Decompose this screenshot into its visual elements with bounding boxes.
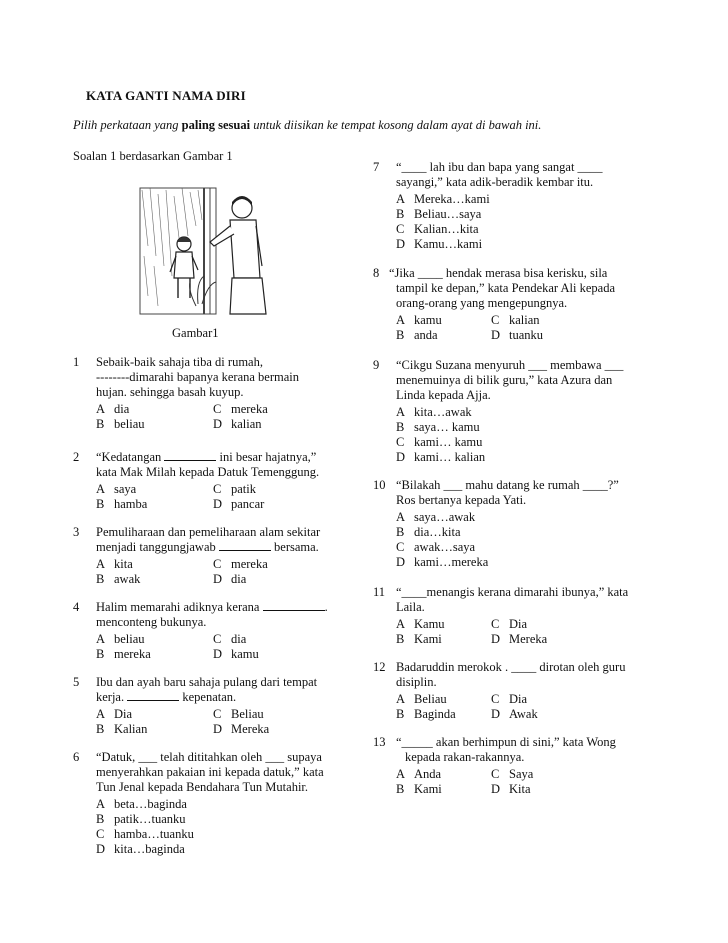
option-row: A Beliau	[396, 692, 447, 706]
option-row: D Kamu…kami	[396, 237, 483, 251]
option-row: C mereka	[213, 557, 268, 571]
option-row: A dia	[96, 402, 130, 416]
option-row: B mereka	[96, 647, 151, 661]
option-row: B awak	[96, 572, 141, 586]
option-row: B Beliau…saya	[396, 207, 482, 221]
page-title: KATA GANTI NAMA DIRI	[86, 88, 246, 103]
option-row: C mereka	[213, 402, 268, 416]
option-row: D kami…mereka	[396, 555, 489, 569]
option-row: D Mereka	[213, 722, 270, 736]
option-row: C patik	[213, 482, 256, 496]
answer-blank	[219, 540, 271, 551]
option-row: B hamba	[96, 497, 148, 511]
option-row: C Kalian…kita	[396, 222, 479, 236]
option-row: B patik…tuanku	[96, 812, 186, 826]
option-row: D kami… kalian	[396, 450, 486, 464]
option-row: B anda	[396, 328, 438, 342]
option-row: D kita…baginda	[96, 842, 185, 856]
option-row: D dia	[213, 572, 247, 586]
option-row: B Kami	[396, 632, 442, 646]
instruction: Pilih perkataan yang paling sesuai untuk diisikan ke tempat kosong dalam ayat di bawah ini.	[73, 118, 542, 132]
option-row: B dia…kita	[396, 525, 461, 539]
option-row: C Dia	[491, 692, 528, 706]
option-row: D pancar	[213, 497, 265, 511]
answer-blank	[164, 450, 216, 461]
option-row: D kalian	[213, 417, 262, 431]
option-row: A Mereka…kami	[396, 192, 490, 206]
option-row: D Awak	[491, 707, 538, 721]
option-row: C hamba…tuanku	[96, 827, 194, 841]
option-row: A Dia	[96, 707, 133, 721]
option-row: B beliau	[96, 417, 145, 431]
gambar-1-illustration	[138, 186, 278, 316]
option-row: C Dia	[491, 617, 528, 631]
option-row: C Beliau	[213, 707, 264, 721]
option-row: D Kita	[491, 782, 531, 796]
figure-caption: Gambar1	[172, 326, 219, 340]
option-row: C kami… kamu	[396, 435, 483, 449]
option-row: B Baginda	[396, 707, 456, 721]
option-row: C dia	[213, 632, 247, 646]
answer-blank	[127, 690, 179, 701]
option-row: B Kami	[396, 782, 442, 796]
answer-blank	[263, 600, 325, 611]
option-row: A Anda	[396, 767, 442, 781]
option-row: A kita…awak	[396, 405, 472, 419]
option-row: D tuanku	[491, 328, 544, 342]
option-row: B Kalian	[96, 722, 148, 736]
option-row: A saya…awak	[396, 510, 476, 524]
option-row: A beliau	[96, 632, 145, 646]
option-row: A kita	[96, 557, 133, 571]
option-row: C awak…saya	[396, 540, 476, 554]
option-row: A saya	[96, 482, 137, 496]
option-row: C Saya	[491, 767, 534, 781]
option-row: A Kamu	[396, 617, 445, 631]
option-row: A beta…baginda	[96, 797, 187, 811]
option-row: D Mereka	[491, 632, 548, 646]
option-row: B saya… kamu	[396, 420, 480, 434]
option-row: A kamu	[396, 313, 442, 327]
section-label: Soalan 1 berdasarkan Gambar 1	[73, 149, 233, 163]
option-row: C kalian	[491, 313, 540, 327]
option-row: D kamu	[213, 647, 259, 661]
